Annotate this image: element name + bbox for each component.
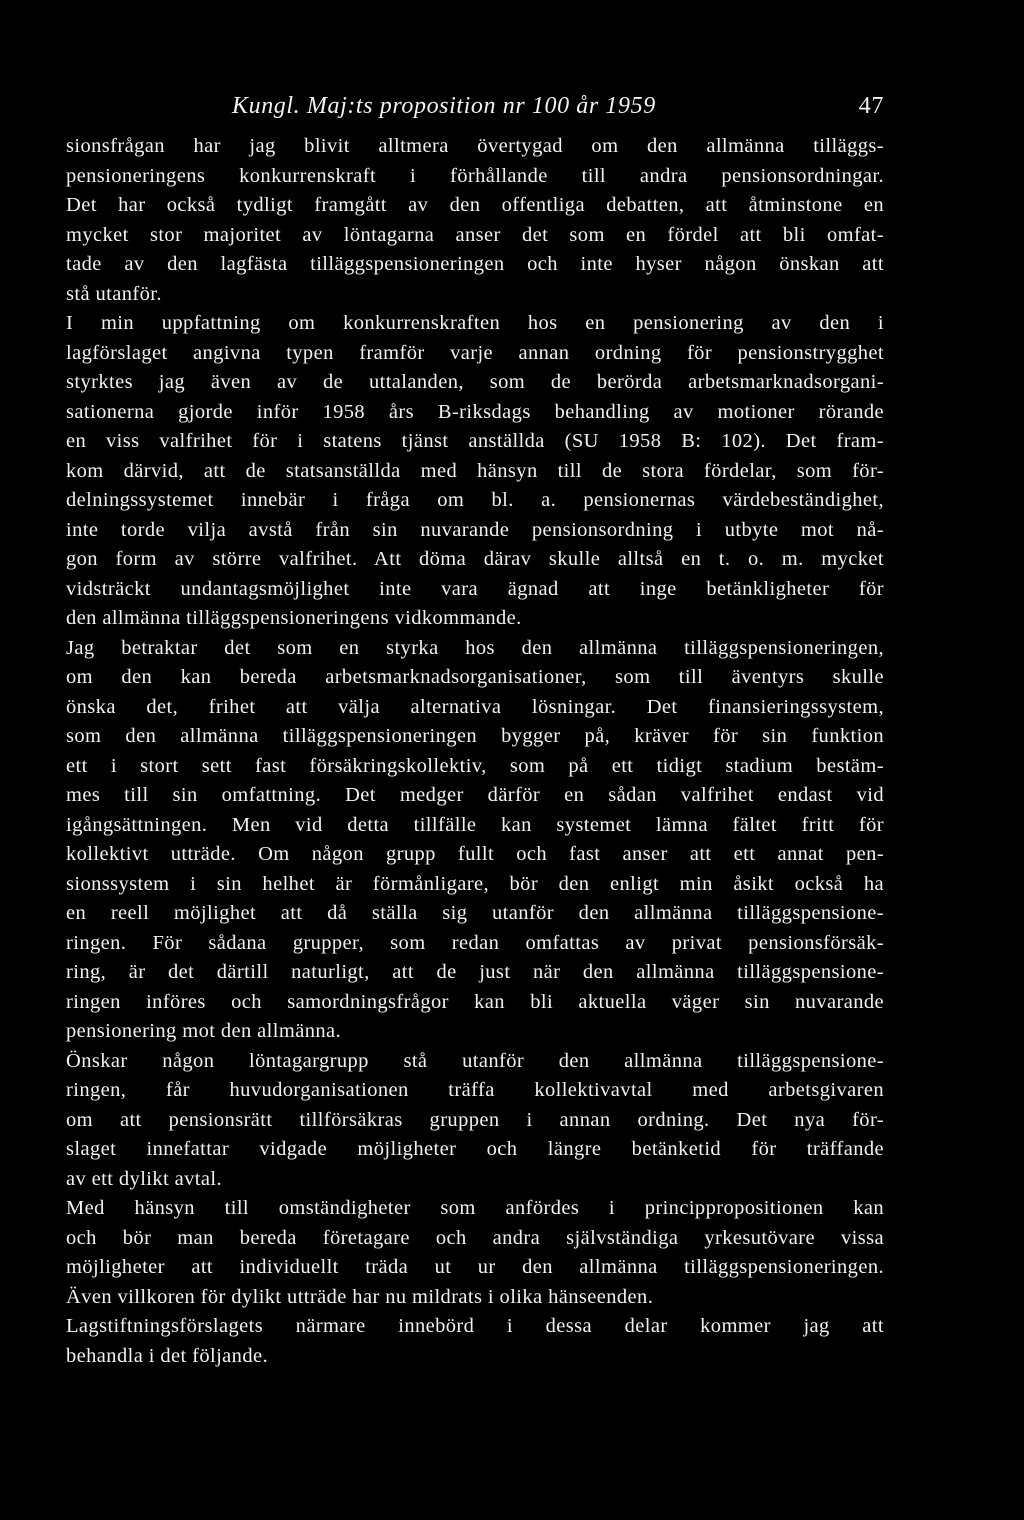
page-header xyxy=(66,88,884,124)
text-line: ett i stort sett fast försäkringskollektiv, som på ett tidigt stadium bestäm- xyxy=(66,754,884,777)
text-line: av ett dylikt avtal. xyxy=(66,1167,223,1190)
text-line: pensionering mot den allmänna. xyxy=(66,1020,342,1042)
text-line: stå utanför. xyxy=(66,282,162,305)
text-line: behandla i det följande. xyxy=(66,1344,268,1367)
text-line: och bör man bereda företagare och andra självständiga yrkesutövare vissa xyxy=(66,1226,884,1249)
text-line: pensioneringens konkurrenskraft i förhållande till andra pensionsordningar. xyxy=(66,164,884,187)
text-line: sionssystem i sin helhet är förmånligare, bör den enligt min åsikt också ha xyxy=(66,872,884,895)
text-line: ringen. För sådana grupper, som redan omfattas av privat pensionsförsäk- xyxy=(66,931,884,954)
text-line: ringen införes och samordningsfrågor kan bli aktuella väger sin nuvarande xyxy=(66,990,884,1013)
text-line: slaget innefattar vidgade möjligheter och längre betänketid för träffande xyxy=(66,1138,884,1160)
text-line: kom därvid, att de statsanställda med hänsyn till de stora fördelar, som för- xyxy=(66,459,884,482)
running-title: Kungl. Maj:ts proposition nr 100 år 1959 xyxy=(232,93,656,119)
text-line: Det har också tydligt framgått av den offentliga debatten, att åtminstone en xyxy=(66,194,884,216)
text-line: mycket stor majoritet av löntagarna anser det som en fördel att bli omfat- xyxy=(66,223,884,246)
text-line: Med hänsyn till omständigheter som anfördes i princippropositionen kan xyxy=(66,1197,884,1219)
text-line: mes till sin omfattning. Det medger därför en sådan valfrihet endast vid xyxy=(66,784,884,806)
paragraph xyxy=(66,132,884,309)
text-line: delningssystemet innebär i fråga om bl. a. pensionernas värdebeständighet, xyxy=(66,489,884,511)
text-line: ringen, får huvudorganisationen träffa kollektivavtal med arbetsgivaren xyxy=(66,1079,884,1101)
text-line: lagförslaget angivna typen framför varje annan ordning för pensionstrygghet xyxy=(66,341,884,364)
body-text xyxy=(66,132,884,1371)
text-line: om den kan bereda arbetsmarknadsorganisationer, som till äventyrs skulle xyxy=(66,666,884,688)
text-line: igångsättningen. Men vid detta tillfälle kan systemet lämna fältet fritt för xyxy=(66,813,884,836)
text-line: som den allmänna tilläggspensioneringen bygger på, kräver för sin funktion xyxy=(66,725,884,747)
text-line: vidsträckt undantagsmöjlighet inte vara ägnad att inge betänkligheter för xyxy=(66,577,884,600)
text-line: en viss valfrihet för i statens tjänst anställda (SU 1958 B: 102). Det fram- xyxy=(66,430,884,452)
text-line: styrktes jag även av de uttalanden, som de berörda arbetsmarknadsorgani- xyxy=(66,371,884,393)
text-line: Lagstiftningsförslagets närmare innebörd i dessa delar kommer jag att xyxy=(66,1315,884,1337)
text-line: I min uppfattning om konkurrenskraften hos en pensionering av den i xyxy=(66,312,884,334)
text-line: inte torde vilja avstå från sin nuvarande pensionsordning i utbyte mot nå- xyxy=(66,518,884,541)
paragraph xyxy=(66,1194,884,1312)
text-line: Önskar någon löntagargrupp stå utanför den allmänna tilläggspensione- xyxy=(66,1049,884,1072)
text-line: sionsfrågan har jag blivit alltmera övertygad om den allmänna tilläggs- xyxy=(66,135,884,157)
text-line: Även villkoren för dylikt utträde har nu mildrats i olika hänseenden. xyxy=(66,1285,654,1308)
text-line: tade av den lagfästa tilläggspensioneringen och inte hyser någon önskan att xyxy=(66,253,884,275)
paragraph xyxy=(66,309,884,634)
page-number: 47 xyxy=(858,93,884,119)
text-line: möjligheter att individuellt träda ut ur den allmänna tilläggspensioneringen. xyxy=(66,1256,884,1278)
text-line: om att pensionsrätt tillförsäkras gruppen i annan ordning. Det nya för- xyxy=(66,1108,884,1131)
text-line: önska det, frihet att välja alternativa lösningar. Det finansieringssystem, xyxy=(66,695,884,718)
text-line: sationerna gjorde inför 1958 års B-riksdags behandling av motioner rörande xyxy=(66,400,884,423)
text-line: Jag betraktar det som en styrka hos den allmänna tilläggspensioneringen, xyxy=(66,636,884,659)
text-line: gon form av större valfrihet. Att döma därav skulle alltså en t. o. m. mycket xyxy=(66,548,884,570)
paragraph xyxy=(66,1047,884,1195)
text-line: kollektivt utträde. Om någon grupp fullt och fast anser att ett annat pen- xyxy=(66,843,884,865)
text-line: en reell möjlighet att då ställa sig utanför den allmänna tilläggspensione- xyxy=(66,902,884,924)
text-line: den allmänna tilläggspensioneringens vidkommande. xyxy=(66,607,522,629)
text-line: ring, är det därtill naturligt, att de just när den allmänna tilläggspensione- xyxy=(66,961,884,983)
paragraph xyxy=(66,1312,884,1371)
paragraph xyxy=(66,634,884,1047)
